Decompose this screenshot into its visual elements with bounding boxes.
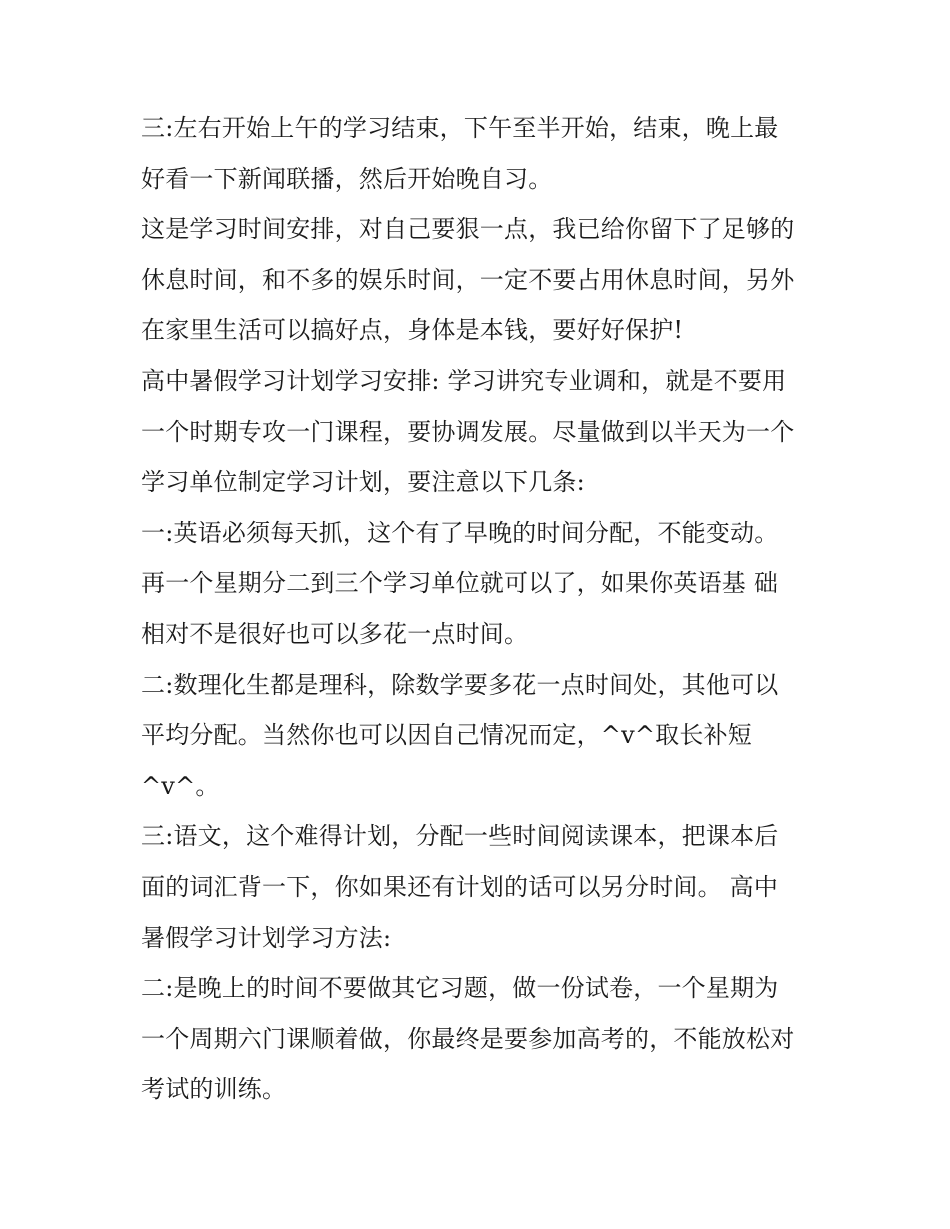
text-line: 这是学习时间安排，对自己要狠一点，我已给你留下了足够的 xyxy=(141,215,795,244)
text-line: ^v^。 xyxy=(141,771,220,800)
text-line: 休息时间，和不多的娱乐时间，一定不要占用休息时间，另外 xyxy=(141,265,795,294)
text-line: 相对不是很好也可以多花一点时间。 xyxy=(141,619,529,648)
text-line: 高中暑假学习计划学习安排: 学习讲究专业调和，就是不要用 xyxy=(141,366,787,395)
text-line: 三:语文，这个难得计划，分配一些时间阅读课本，把课本后 xyxy=(141,822,779,851)
text-line: 暑假学习计划学习方法: xyxy=(141,923,392,952)
text-line: 二:是晚上的时间不要做其它习题，做一份试卷，一个星期为 xyxy=(141,974,779,1003)
document-body xyxy=(141,103,816,1115)
text-line: 平均分配。当然你也可以因自己情况而定，^v^取长补短 xyxy=(141,721,752,750)
text-line: 二:数理化生都是理科，除数学要多花一点时间处，其他可以 xyxy=(141,670,779,699)
text-line: 一个周期六门课顺着做，你最终是要参加高考的，不能放松对 xyxy=(141,1024,795,1053)
text-line: 一:英语必须每天抓，这个有了早晚的时间分配，不能变动。 xyxy=(141,518,779,547)
text-line: 学习单位制定学习计划，要注意以下几条: xyxy=(141,468,585,497)
text-line: 在家里生活可以搞好点，身体是本钱，要好好保护! xyxy=(141,316,684,345)
text-line: 三:左右开始上午的学习结束，下午至半开始，结束，晚上最 xyxy=(141,114,779,142)
text-line: 面的词汇背一下，你如果还有计划的话可以另分时间。 高中 xyxy=(141,872,779,901)
text-line: 一个时期专攻一门课程，要协调发展。尽量做到以半天为一个 xyxy=(141,417,795,446)
text-line: 再一个星期分二到三个学习单位就可以了，如果你英语基 础 xyxy=(141,569,779,598)
text-line: 考试的训练。 xyxy=(141,1075,287,1104)
text-line: 好看一下新闻联播，然后开始晚自习。 xyxy=(141,164,553,193)
